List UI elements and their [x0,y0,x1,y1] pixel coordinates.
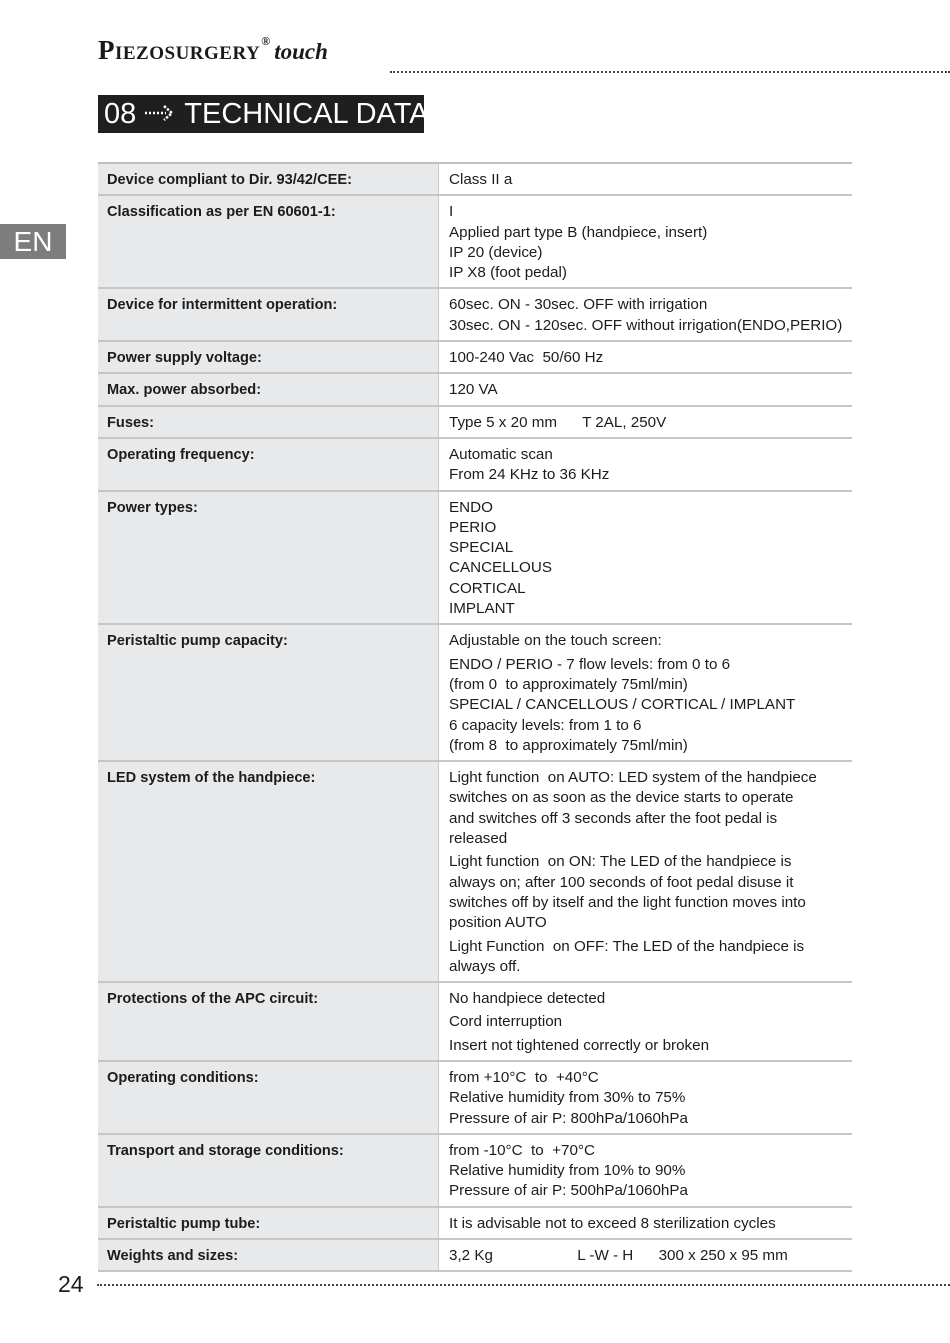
row-value [438,164,852,194]
table-row [98,342,852,374]
value-line: SPECIAL [449,539,514,557]
row-label: Transport and storage conditions: [98,1135,438,1206]
table-row [98,196,852,289]
registered-mark: ® [261,34,271,48]
value-line: From 24 KHz to 36 KHz [449,466,610,484]
row-value [438,762,852,981]
section-heading [98,95,429,133]
language-tab: EN [0,224,66,259]
value-line: Relative humidity from 30% to 75% [449,1089,686,1107]
table-row [98,1240,852,1272]
value-line: Light Function on OFF: The LED of the handpiece is [449,937,805,955]
value-line: (from 8 to approximately 75ml/min) [449,736,688,754]
table-row [98,164,852,196]
row-label: Max. power absorbed: [98,374,438,404]
value-line: Pressure of air P: 500hPa/1060hPa [449,1182,688,1200]
row-value [438,492,852,624]
table-row [98,289,852,342]
row-value [438,342,852,372]
table-row [98,1135,852,1208]
value-line: 120 VA [449,381,498,399]
row-value [438,196,852,287]
table-row [98,374,852,406]
value-line: Insert not tightened correctly or broken [449,1036,710,1054]
value-line: Pressure of air P: 800hPa/1060hPa [449,1109,688,1127]
table-row [98,1062,852,1135]
row-label: Classification as per EN 60601-1: [98,196,438,287]
value-line: IMPLANT [449,600,515,618]
row-label: Device compliant to Dir. 93/42/CEE: [98,164,438,194]
header-dotted-rule [390,71,950,73]
row-label: Peristaltic pump capacity: [98,625,438,760]
value-line: Automatic scan [449,445,553,463]
table-row [98,1208,852,1240]
value-line: No handpiece detected [449,990,606,1008]
row-label: Protections of the APC circuit: [98,983,438,1060]
row-label: Power types: [98,492,438,624]
row-value [438,1208,852,1238]
table-row [98,407,852,439]
value-line: switches on as soon as the device starts to operate [449,789,794,807]
value-line: always off. [449,957,521,975]
value-line: 60sec. ON - 30sec. OFF with irrigation [449,296,708,314]
value-line: PERIO [449,518,497,536]
value-line: I [449,203,454,221]
row-value [438,407,852,437]
row-value [438,1062,852,1133]
value-line: It is advisable not to exceed 8 sterilization cycles [449,1214,776,1232]
value-line: released [449,830,508,848]
value-line: CANCELLOUS [449,559,552,577]
value-line: Type 5 x 20 mm T 2AL, 250V [449,413,667,431]
row-label: Operating conditions: [98,1062,438,1133]
row-label: Operating frequency: [98,439,438,490]
table-row [98,762,852,983]
chapter-number: 08 [104,97,137,130]
value-line: 100-240 Vac 50/60 Hz [449,349,604,367]
value-line: position AUTO [449,914,547,932]
row-label: Weights and sizes: [98,1240,438,1270]
brand-logo [98,34,328,66]
value-line: switches off by itself and the light function moves into [449,893,806,911]
table-row [98,492,852,626]
value-line: and switches off 3 seconds after the foot pedal is [449,809,778,827]
value-line: Class II a [449,171,513,188]
value-line: ENDO [449,498,493,516]
row-value [438,439,852,490]
row-value [438,625,852,760]
value-line: ENDO / PERIO - 7 flow levels: from 0 to 6 [449,655,731,673]
value-line: Relative humidity from 10% to 90% [449,1162,686,1180]
table-row [98,983,852,1062]
footer-dotted-rule [97,1284,950,1286]
value-line: Light function on ON: The LED of the handpiece is [449,853,792,871]
value-line: IP 20 (device) [449,243,543,261]
value-line: Light function on AUTO: LED system of the handpiece [449,769,817,787]
row-label: Fuses: [98,407,438,437]
value-line: 6 capacity levels: from 1 to 6 [449,716,642,734]
value-line: IP X8 (foot pedal) [449,264,567,282]
page-number: 24 [58,1271,84,1297]
value-line: from -10°C to +70°C [449,1141,595,1159]
row-label: Peristaltic pump tube: [98,1208,438,1238]
row-value [438,983,852,1060]
row-value [438,374,852,404]
value-line: Cord interruption [449,1013,563,1031]
row-label: Power supply voltage: [98,342,438,372]
value-line: from +10°C to +40°C [449,1068,599,1086]
value-line: SPECIAL / CANCELLOUS / CORTICAL / IMPLANT [449,696,796,714]
brand-name: Piezosurgery [98,35,261,65]
value-line: 3,2 Kg L -W - H 300 x 250 x 95 mm [449,1247,788,1265]
brand-subtitle: touch [274,39,328,64]
value-line: (from 0 to approximately 75ml/min) [449,675,688,693]
row-label: LED system of the handpiece: [98,762,438,981]
value-line: 30sec. ON - 120sec. OFF without irrigation(ENDO,PERIO) [449,316,843,334]
value-line: always on; after 100 seconds of foot pedal disuse it [449,873,794,891]
row-value [438,1135,852,1206]
technical-data-table [98,162,852,1272]
value-line: CORTICAL [449,579,526,597]
row-value [438,1240,852,1270]
dotted-arrow-icon [144,98,176,131]
chapter-title: TECHNICAL DATA [184,97,429,130]
value-line: Adjustable on the touch screen: [449,632,662,650]
table-row [98,625,852,762]
value-line: Applied part type B (handpiece, insert) [449,223,708,241]
row-value [438,289,852,340]
table-row [98,439,852,492]
row-label: Device for intermittent operation: [98,289,438,340]
